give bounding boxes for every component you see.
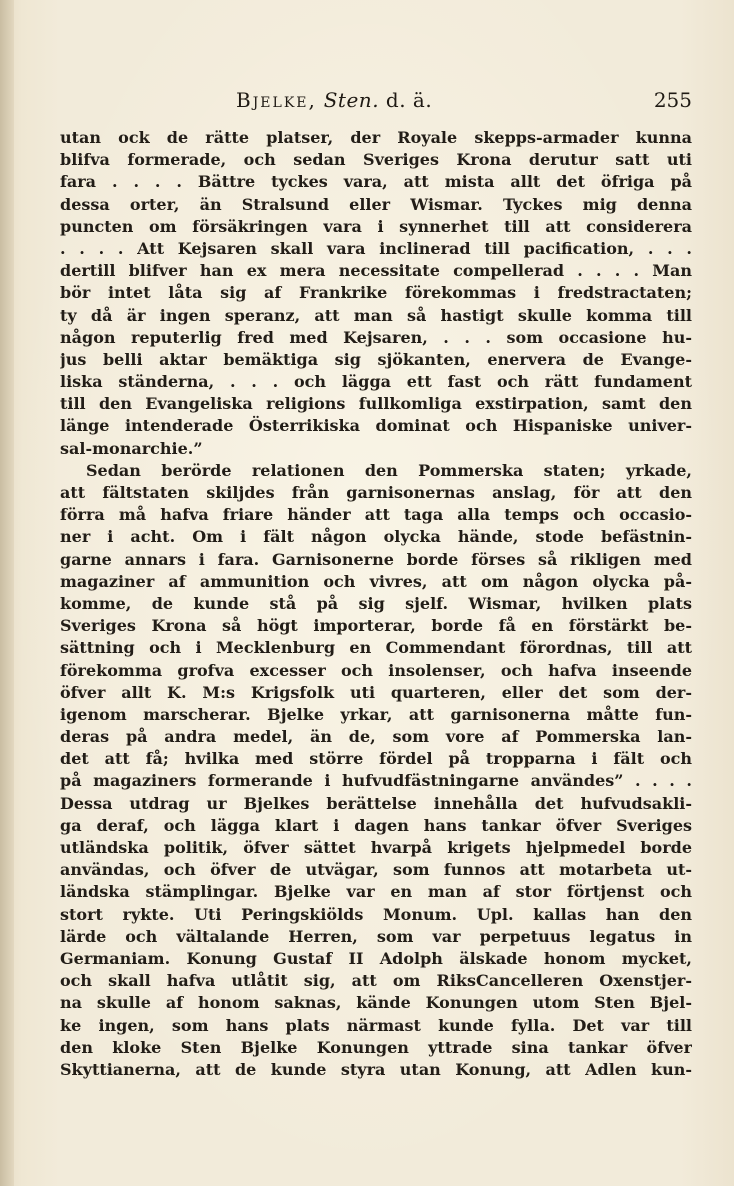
- page-gutter: [0, 0, 14, 1186]
- text-line: att fältstaten skiljdes från garnisonernas anslag, för att den: [60, 483, 692, 502]
- text-line: Dessa utdrag ur Bjelkes berättelse innehålla det hufvudsakli-: [60, 793, 692, 813]
- text-line: dertill blifver han ex mera necessitate compellerad . . . . Man: [60, 261, 692, 281]
- text-line: garne annars i fara. Garnisonerne borde förses så rikligen med: [60, 549, 692, 569]
- text-line: deras på andra medel, än de, som vore af Pommerska lan-: [60, 727, 692, 747]
- text-line: fara . . . . Bättre tyckes vara, att mista allt det öfriga på: [60, 172, 692, 192]
- text-line: förra må hafva friare händer att taga alla temps och occasio-: [60, 505, 692, 525]
- text-line: magaziner af ammunition och vivres, att om någon olycka på-: [60, 571, 692, 591]
- text-line: . . . . Att Kejsaren skall vara inclinerad till pacification, . . .: [60, 238, 692, 258]
- text-line: och skall hafva utlåtit sig, att om RiksCancelleren Oxenstjer-: [60, 971, 692, 991]
- running-head-suffix: d. ä.: [385, 88, 433, 112]
- running-head-name: Bjelke,: [236, 88, 317, 112]
- text-line: puncten om försäkringen vara i synnerhet till att considerera: [60, 216, 692, 236]
- text-line: bör intet låta sig af Frankrike förekommas i fredstractaten;: [60, 283, 692, 303]
- text-line: Sedan berörde relationen den Pommerska staten; yrkade,: [86, 460, 692, 480]
- text-line: komme, de kunde stå på sig sjelf. Wismar, hvilken plats: [60, 593, 692, 613]
- text-line: öfver allt K. M:s Krigsfolk uti quarteren, eller det som der-: [60, 682, 692, 702]
- text-line: lärde och vältalande Herren, som var perpetuus legatus in: [60, 926, 692, 946]
- text-line: länge intenderade Österrikiska dominat och Hispaniske univer-: [60, 416, 692, 436]
- text-line: utan ock de rätte platser, der Royale skepps-armader kunna: [60, 128, 692, 147]
- text-line: Sveriges Krona så högt importerar, borde få en förstärkt be-: [60, 616, 692, 636]
- text-line: ga deraf, och lägga klart i dagen hans tankar öfver Sveriges: [60, 815, 692, 835]
- text-line: stort rykte. Uti Peringskiölds Monum. Upl. kallas han den: [60, 904, 692, 924]
- text-line: den kloke Sten Bjelke Konungen yttrade sina tankar öfver: [60, 1037, 692, 1057]
- text-line: na skulle af honom saknas, kände Konungen utom Sten Bjel-: [60, 993, 692, 1013]
- text-line: någon reputerlig fred med Kejsaren, . . . som occasione hu-: [60, 327, 692, 347]
- text-line: utländska politik, öfver sättet hvarpå krigets hjelpmedel borde: [60, 838, 692, 857]
- text-line: liska ständerna, . . . och lägga ett fast och rätt fundament: [60, 372, 692, 392]
- text-line: ke ingen, som hans plats närmast kunde fylla. Det var till: [60, 1015, 692, 1035]
- running-head-given-name: Sten.: [323, 88, 380, 112]
- text-line: på magaziners formerande i hufvudfästningarne användes” . . . .: [60, 771, 692, 791]
- text-line: till den Evangeliska religions fullkomliga exstirpation, samt den: [60, 394, 692, 414]
- text-line: användas, och öfver de utvägar, som funnos att motarbeta ut-: [60, 860, 692, 880]
- text-line: förekomma grofva excesser och insolenser, och hafva inseende: [60, 660, 692, 680]
- text-line: Skyttianerna, att de kunde styra utan Konung, att Adlen kun-: [60, 1059, 692, 1079]
- text-line: ner i acht. Om i fält någon olycka hände, stode befästnin-: [60, 527, 692, 547]
- text-line: sal-monarchie.”: [60, 438, 203, 458]
- text-line: ty då är ingen speranz, att man så hastigt skulle komma till: [60, 305, 692, 325]
- text-line: blifva formerade, och sedan Sveriges Krona derutur satt uti: [60, 150, 692, 170]
- text-line: igenom marscherar. Bjelke yrkar, att garnisonerna måtte fun-: [60, 704, 692, 724]
- text-line: Germaniam. Konung Gustaf II Adolph älskade honom mycket,: [60, 948, 692, 968]
- page-number: 255: [653, 88, 692, 112]
- page-header: [60, 84, 692, 114]
- running-head: [236, 88, 432, 112]
- text-line: det att få; hvilka med större fördel på tropparna i fält och: [60, 749, 692, 769]
- body-text: [60, 127, 692, 1081]
- text-line: jus belli aktar bemäktiga sig sjökanten, enervera de Evange-: [60, 349, 692, 369]
- text-line: dessa orter, än Stralsund eller Wismar. Tyckes mig denna: [60, 194, 692, 214]
- text-line: ländska stämplingar. Bjelke var en man af stor förtjenst och: [60, 882, 692, 902]
- text-line: sättning och i Mecklenburg en Commendant förordnas, till att: [60, 638, 692, 658]
